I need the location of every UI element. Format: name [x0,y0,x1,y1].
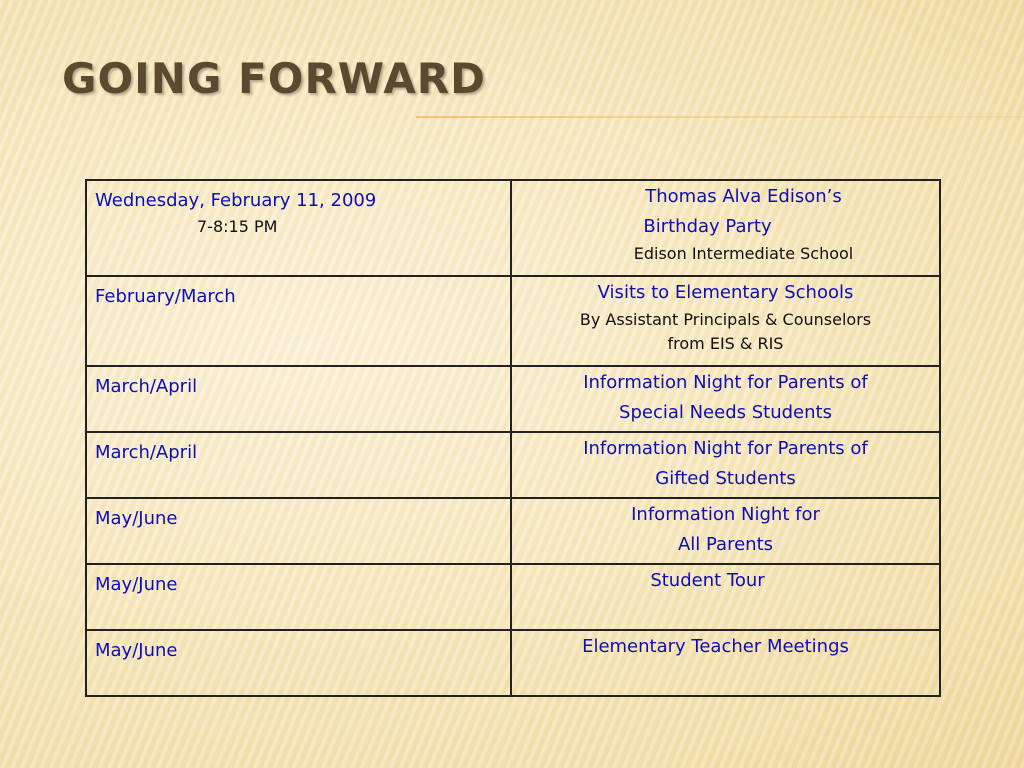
date-text: March/April [95,442,198,463]
event-cell [511,432,940,498]
event-subtext: Edison Intermediate School [633,244,854,263]
event-line: Thomas Alva Edison’s [645,186,842,207]
date-text: May/June [95,640,178,661]
table-row [86,498,940,564]
event-cell [511,564,940,630]
event-line: Information Night for Parents of [583,438,868,459]
date-cell [86,432,511,498]
event-line: Visits to Elementary Schools [597,282,854,303]
event-line: Special Needs Students [619,402,832,423]
event-cell [511,630,940,696]
date-text: February/March [95,286,236,307]
event-line: Information Night for [631,504,820,525]
table-row [86,276,940,366]
date-cell [86,630,511,696]
event-cell [511,498,940,564]
date-text: March/April [95,376,198,397]
date-cell [86,564,511,630]
schedule-table [85,179,941,697]
date-cell [86,498,511,564]
event-line: Student Tour [650,570,765,591]
date-text: Wednesday, February 11, 2009 [95,190,377,211]
slide-title: GOING FORWARD [62,54,486,103]
table-row [86,432,940,498]
event-line: Birthday Party [643,216,772,237]
date-cell [86,180,511,276]
event-subtext: By Assistant Principals & Counselors [579,310,872,329]
table-row [86,630,940,696]
event-subtext: from EIS & RIS [667,334,784,353]
event-cell [511,276,940,366]
event-line: Information Night for Parents of [583,372,868,393]
event-cell [511,366,940,432]
time-text: 7-8:15 PM [197,217,278,236]
event-line: All Parents [677,534,774,555]
date-text: May/June [95,574,178,595]
table-row [86,366,940,432]
date-cell [86,276,511,366]
table-row [86,564,940,630]
table-row [86,180,940,276]
title-divider [416,116,1024,118]
date-cell [86,366,511,432]
event-line: Elementary Teacher Meetings [582,636,849,657]
date-text: May/June [95,508,178,529]
event-cell [511,180,940,276]
event-line: Gifted Students [655,468,796,489]
